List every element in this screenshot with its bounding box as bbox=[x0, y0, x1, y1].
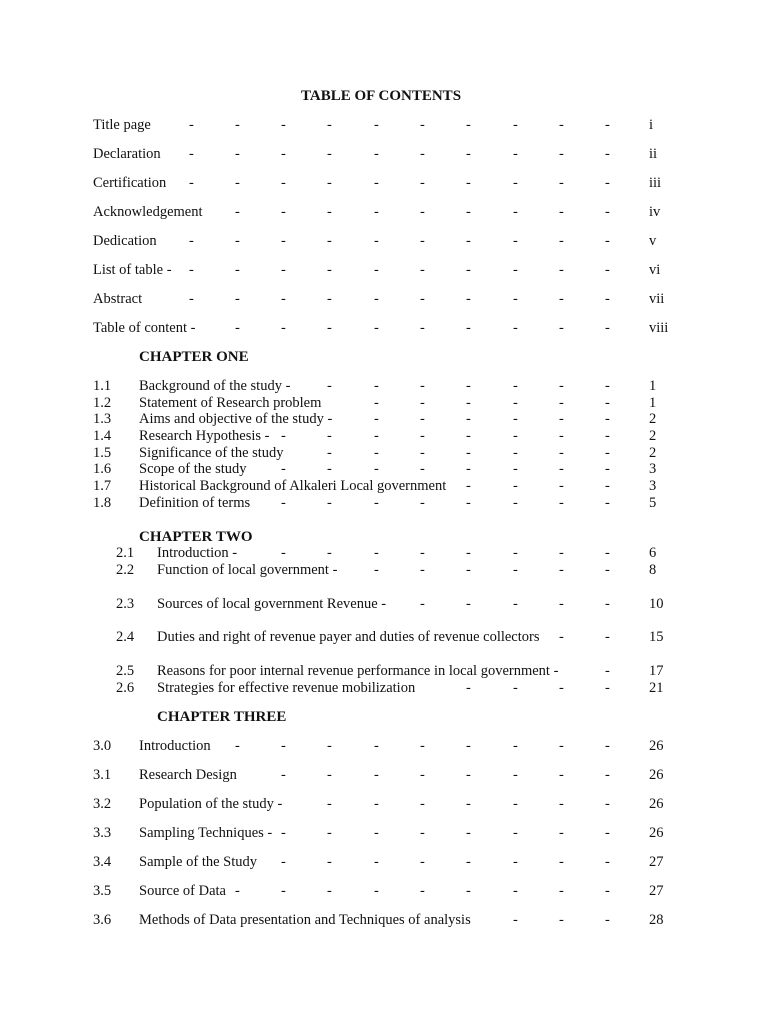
leader-dash: - bbox=[327, 204, 332, 220]
toc-label: Declaration bbox=[93, 146, 161, 162]
leader-dash: - bbox=[189, 146, 194, 162]
leader-dash: - bbox=[466, 854, 471, 870]
leader-dash: - bbox=[374, 445, 379, 461]
leader-dash: - bbox=[513, 378, 518, 394]
leader-dash: - bbox=[281, 291, 286, 307]
toc-page-number: 8 bbox=[649, 562, 657, 578]
leader-dash: - bbox=[466, 796, 471, 812]
leader-dash: - bbox=[605, 175, 610, 191]
toc-label: Abstract bbox=[93, 291, 143, 307]
leader-dash: - bbox=[605, 663, 610, 679]
leader-dash: - bbox=[327, 767, 332, 783]
leader-dash: - bbox=[559, 825, 564, 841]
toc-page-number: 3 bbox=[649, 461, 657, 477]
toc-label: Dedication bbox=[93, 233, 157, 249]
leader-dash: - bbox=[374, 378, 379, 394]
toc-label: Introduction bbox=[139, 738, 211, 754]
leader-dash: - bbox=[466, 738, 471, 754]
section-number: 2.3 bbox=[116, 596, 135, 612]
section-number: 1.3 bbox=[93, 411, 112, 427]
leader-dash: - bbox=[605, 320, 610, 336]
leader-dash: - bbox=[235, 146, 240, 162]
leader-dash: - bbox=[420, 320, 425, 336]
leader-dash: - bbox=[374, 204, 379, 220]
leader-dash: - bbox=[559, 175, 564, 191]
leader-dash: - bbox=[281, 262, 286, 278]
leader-dash: - bbox=[327, 320, 332, 336]
leader-dash: - bbox=[420, 233, 425, 249]
toc-page-number: 27 bbox=[649, 883, 664, 899]
section-number: 3.2 bbox=[93, 796, 112, 812]
leader-dash: - bbox=[605, 680, 610, 696]
toc-page-number: vii bbox=[649, 291, 665, 307]
toc-label: Function of local government - bbox=[157, 562, 338, 578]
leader-dash: - bbox=[420, 204, 425, 220]
leader-dash: - bbox=[420, 796, 425, 812]
leader-dash: - bbox=[605, 596, 610, 612]
leader-dash: - bbox=[420, 291, 425, 307]
leader-dash: - bbox=[466, 445, 471, 461]
leader-dash: - bbox=[374, 320, 379, 336]
leader-dash: - bbox=[466, 233, 471, 249]
section-number: 3.4 bbox=[93, 854, 112, 870]
leader-dash: - bbox=[235, 117, 240, 133]
leader-dash: - bbox=[605, 562, 610, 578]
leader-dash: - bbox=[513, 461, 518, 477]
leader-dash: - bbox=[281, 461, 286, 477]
leader-dash: - bbox=[281, 767, 286, 783]
toc-label: Strategies for effective revenue mobilization bbox=[157, 680, 416, 696]
toc-page-number: 26 bbox=[649, 767, 664, 783]
section-number: 3.1 bbox=[93, 767, 112, 783]
leader-dash: - bbox=[374, 411, 379, 427]
toc-page-number: 3 bbox=[649, 478, 657, 494]
section-number: 3.0 bbox=[93, 738, 112, 754]
leader-dash: - bbox=[605, 796, 610, 812]
leader-dash: - bbox=[327, 495, 332, 511]
toc-page-number: 2 bbox=[649, 445, 657, 461]
chapter-heading: CHAPTER TWO bbox=[139, 529, 253, 545]
leader-dash: - bbox=[420, 738, 425, 754]
leader-dash: - bbox=[327, 262, 332, 278]
leader-dash: - bbox=[559, 545, 564, 561]
leader-dash: - bbox=[559, 262, 564, 278]
leader-dash: - bbox=[281, 204, 286, 220]
leader-dash: - bbox=[559, 912, 564, 928]
leader-dash: - bbox=[513, 320, 518, 336]
toc-label: List of table - bbox=[93, 262, 172, 278]
section-number: 1.4 bbox=[93, 428, 112, 444]
toc-page-number: viii bbox=[649, 320, 669, 336]
leader-dash: - bbox=[466, 262, 471, 278]
leader-dash: - bbox=[420, 428, 425, 444]
leader-dash: - bbox=[281, 495, 286, 511]
toc-label: Population of the study - bbox=[139, 796, 283, 812]
leader-dash: - bbox=[559, 883, 564, 899]
leader-dash: - bbox=[559, 629, 564, 645]
leader-dash: - bbox=[374, 825, 379, 841]
leader-dash: - bbox=[374, 117, 379, 133]
leader-dash: - bbox=[327, 738, 332, 754]
section-number: 2.2 bbox=[116, 562, 135, 578]
toc-label: Duties and right of revenue payer and duties of revenue collectors bbox=[157, 629, 540, 645]
leader-dash: - bbox=[559, 445, 564, 461]
leader-dash: - bbox=[466, 495, 471, 511]
leader-dash: - bbox=[466, 680, 471, 696]
leader-dash: - bbox=[466, 378, 471, 394]
section-number: 1.1 bbox=[93, 378, 112, 394]
leader-dash: - bbox=[420, 117, 425, 133]
section-number: 1.5 bbox=[93, 445, 112, 461]
leader-dash: - bbox=[235, 291, 240, 307]
section-number: 1.7 bbox=[93, 478, 112, 494]
toc-label: Sampling Techniques - bbox=[139, 825, 273, 841]
leader-dash: - bbox=[327, 291, 332, 307]
leader-dash: - bbox=[559, 680, 564, 696]
leader-dash: - bbox=[420, 854, 425, 870]
leader-dash: - bbox=[235, 233, 240, 249]
leader-dash: - bbox=[374, 562, 379, 578]
page-title: TABLE OF CONTENTS bbox=[301, 88, 462, 104]
leader-dash: - bbox=[466, 478, 471, 494]
section-number: 1.8 bbox=[93, 495, 112, 511]
leader-dash: - bbox=[466, 545, 471, 561]
leader-dash: - bbox=[513, 883, 518, 899]
toc-page-number: 5 bbox=[649, 495, 657, 511]
toc-page-number: 26 bbox=[649, 796, 664, 812]
leader-dash: - bbox=[374, 545, 379, 561]
leader-dash: - bbox=[466, 291, 471, 307]
leader-dash: - bbox=[189, 291, 194, 307]
leader-dash: - bbox=[420, 596, 425, 612]
leader-dash: - bbox=[605, 395, 610, 411]
leader-dash: - bbox=[327, 883, 332, 899]
toc-page-number: vi bbox=[649, 262, 661, 278]
leader-dash: - bbox=[605, 117, 610, 133]
leader-dash: - bbox=[420, 767, 425, 783]
leader-dash: - bbox=[420, 545, 425, 561]
leader-dash: - bbox=[466, 461, 471, 477]
leader-dash: - bbox=[513, 204, 518, 220]
leader-dash: - bbox=[374, 738, 379, 754]
leader-dash: - bbox=[513, 233, 518, 249]
section-number: 2.1 bbox=[116, 545, 135, 561]
toc-label: Reasons for poor internal revenue performance in local government - bbox=[157, 663, 559, 679]
leader-dash: - bbox=[327, 825, 332, 841]
leader-dash: - bbox=[605, 629, 610, 645]
leader-dash: - bbox=[327, 428, 332, 444]
leader-dash: - bbox=[327, 854, 332, 870]
leader-dash: - bbox=[281, 320, 286, 336]
toc-label: Title page bbox=[93, 117, 151, 133]
leader-dash: - bbox=[281, 233, 286, 249]
leader-dash: - bbox=[281, 854, 286, 870]
leader-dash: - bbox=[466, 117, 471, 133]
leader-dash: - bbox=[559, 411, 564, 427]
leader-dash: - bbox=[374, 461, 379, 477]
leader-dash: - bbox=[420, 445, 425, 461]
leader-dash: - bbox=[235, 320, 240, 336]
leader-dash: - bbox=[605, 291, 610, 307]
toc-page-number: 2 bbox=[649, 428, 657, 444]
leader-dash: - bbox=[466, 883, 471, 899]
leader-dash: - bbox=[189, 233, 194, 249]
toc-page-number: 28 bbox=[649, 912, 664, 928]
leader-dash: - bbox=[559, 233, 564, 249]
leader-dash: - bbox=[559, 495, 564, 511]
leader-dash: - bbox=[605, 738, 610, 754]
leader-dash: - bbox=[374, 796, 379, 812]
leader-dash: - bbox=[605, 262, 610, 278]
leader-dash: - bbox=[466, 767, 471, 783]
leader-dash: - bbox=[605, 495, 610, 511]
leader-dash: - bbox=[420, 262, 425, 278]
leader-dash: - bbox=[513, 445, 518, 461]
leader-dash: - bbox=[374, 175, 379, 191]
toc-label: Certification bbox=[93, 175, 167, 191]
leader-dash: - bbox=[374, 395, 379, 411]
leader-dash: - bbox=[605, 146, 610, 162]
leader-dash: - bbox=[605, 478, 610, 494]
leader-dash: - bbox=[513, 738, 518, 754]
toc-page-number: i bbox=[649, 117, 654, 133]
leader-dash: - bbox=[605, 545, 610, 561]
section-number: 3.3 bbox=[93, 825, 112, 841]
leader-dash: - bbox=[281, 738, 286, 754]
section-number: 1.6 bbox=[93, 461, 112, 477]
leader-dash: - bbox=[374, 854, 379, 870]
section-number: 3.6 bbox=[93, 912, 112, 928]
leader-dash: - bbox=[374, 262, 379, 278]
leader-dash: - bbox=[327, 146, 332, 162]
leader-dash: - bbox=[327, 545, 332, 561]
leader-dash: - bbox=[281, 545, 286, 561]
toc-page-number: 6 bbox=[649, 545, 657, 561]
leader-dash: - bbox=[559, 738, 564, 754]
leader-dash: - bbox=[281, 825, 286, 841]
leader-dash: - bbox=[513, 395, 518, 411]
leader-dash: - bbox=[466, 825, 471, 841]
leader-dash: - bbox=[513, 596, 518, 612]
leader-dash: - bbox=[513, 562, 518, 578]
leader-dash: - bbox=[281, 117, 286, 133]
toc-page-number: v bbox=[649, 233, 657, 249]
leader-dash: - bbox=[281, 883, 286, 899]
toc-label: Table of content - bbox=[93, 320, 196, 336]
leader-dash: - bbox=[559, 854, 564, 870]
leader-dash: - bbox=[327, 461, 332, 477]
leader-dash: - bbox=[189, 117, 194, 133]
leader-dash: - bbox=[605, 445, 610, 461]
chapter-heading: CHAPTER THREE bbox=[157, 709, 287, 725]
toc-label: Scope of the study bbox=[139, 461, 247, 477]
leader-dash: - bbox=[374, 767, 379, 783]
leader-dash: - bbox=[605, 767, 610, 783]
toc-page-number: 1 bbox=[649, 378, 657, 394]
toc-page-number: iv bbox=[649, 204, 661, 220]
section-number: 2.4 bbox=[116, 629, 135, 645]
leader-dash: - bbox=[559, 378, 564, 394]
toc-page-number: 15 bbox=[649, 629, 664, 645]
toc-page-number: 27 bbox=[649, 854, 664, 870]
leader-dash: - bbox=[513, 854, 518, 870]
section-number: 2.6 bbox=[116, 680, 135, 696]
leader-dash: - bbox=[559, 117, 564, 133]
leader-dash: - bbox=[466, 320, 471, 336]
leader-dash: - bbox=[327, 378, 332, 394]
section-number: 3.5 bbox=[93, 883, 112, 899]
toc-label: Definition of terms bbox=[139, 495, 251, 511]
toc-page-number: 21 bbox=[649, 680, 664, 696]
leader-dash: - bbox=[374, 428, 379, 444]
leader-dash: - bbox=[559, 596, 564, 612]
leader-dash: - bbox=[235, 738, 240, 754]
toc-label: Introduction - bbox=[157, 545, 238, 561]
leader-dash: - bbox=[513, 411, 518, 427]
leader-dash: - bbox=[466, 395, 471, 411]
leader-dash: - bbox=[513, 825, 518, 841]
leader-dash: - bbox=[420, 461, 425, 477]
leader-dash: - bbox=[235, 883, 240, 899]
section-number: 1.2 bbox=[93, 395, 112, 411]
toc-label: Sample of the Study bbox=[139, 854, 258, 870]
toc-label: Research Hypothesis - bbox=[139, 428, 270, 444]
leader-dash: - bbox=[327, 233, 332, 249]
toc-label: Significance of the study bbox=[139, 445, 284, 461]
toc-page-number: 17 bbox=[649, 663, 664, 679]
leader-dash: - bbox=[605, 411, 610, 427]
leader-dash: - bbox=[466, 204, 471, 220]
leader-dash: - bbox=[559, 478, 564, 494]
leader-dash: - bbox=[513, 262, 518, 278]
toc-page-number: ii bbox=[649, 146, 658, 162]
leader-dash: - bbox=[513, 767, 518, 783]
toc-page-number: 10 bbox=[649, 596, 664, 612]
leader-dash: - bbox=[466, 562, 471, 578]
leader-dash: - bbox=[281, 146, 286, 162]
leader-dash: - bbox=[420, 378, 425, 394]
leader-dash: - bbox=[420, 395, 425, 411]
chapter-heading: CHAPTER ONE bbox=[139, 349, 249, 365]
leader-dash: - bbox=[513, 495, 518, 511]
leader-dash: - bbox=[327, 175, 332, 191]
leader-dash: - bbox=[513, 291, 518, 307]
leader-dash: - bbox=[559, 796, 564, 812]
leader-dash: - bbox=[513, 428, 518, 444]
leader-dash: - bbox=[513, 912, 518, 928]
section-number: 2.5 bbox=[116, 663, 135, 679]
leader-dash: - bbox=[466, 175, 471, 191]
leader-dash: - bbox=[189, 175, 194, 191]
leader-dash: - bbox=[374, 146, 379, 162]
leader-dash: - bbox=[605, 428, 610, 444]
leader-dash: - bbox=[281, 175, 286, 191]
leader-dash: - bbox=[235, 204, 240, 220]
leader-dash: - bbox=[420, 562, 425, 578]
leader-dash: - bbox=[513, 545, 518, 561]
leader-dash: - bbox=[559, 767, 564, 783]
leader-dash: - bbox=[559, 146, 564, 162]
leader-dash: - bbox=[513, 680, 518, 696]
leader-dash: - bbox=[466, 146, 471, 162]
leader-dash: - bbox=[559, 461, 564, 477]
leader-dash: - bbox=[559, 204, 564, 220]
leader-dash: - bbox=[559, 562, 564, 578]
leader-dash: - bbox=[374, 883, 379, 899]
leader-dash: - bbox=[420, 495, 425, 511]
leader-dash: - bbox=[420, 883, 425, 899]
leader-dash: - bbox=[605, 825, 610, 841]
leader-dash: - bbox=[281, 428, 286, 444]
leader-dash: - bbox=[605, 204, 610, 220]
leader-dash: - bbox=[605, 378, 610, 394]
toc-page-number: iii bbox=[649, 175, 662, 191]
toc-label: Statement of Research problem bbox=[139, 395, 322, 411]
leader-dash: - bbox=[327, 796, 332, 812]
leader-dash: - bbox=[420, 175, 425, 191]
leader-dash: - bbox=[327, 445, 332, 461]
leader-dash: - bbox=[559, 395, 564, 411]
toc-page-number: 2 bbox=[649, 411, 657, 427]
toc-label: Historical Background of Alkaleri Local government bbox=[139, 478, 447, 494]
toc-page-number: 1 bbox=[649, 395, 657, 411]
leader-dash: - bbox=[420, 411, 425, 427]
leader-dash: - bbox=[605, 912, 610, 928]
leader-dash: - bbox=[559, 291, 564, 307]
leader-dash: - bbox=[513, 478, 518, 494]
toc-label: Aims and objective of the study - bbox=[139, 411, 333, 427]
toc-label: Sources of local government Revenue - bbox=[157, 596, 387, 612]
leader-dash: - bbox=[374, 495, 379, 511]
leader-dash: - bbox=[420, 146, 425, 162]
toc-label: Background of the study - bbox=[139, 378, 291, 394]
toc-label: Methods of Data presentation and Techniques of analysis bbox=[139, 912, 471, 928]
toc-label: Source of Data bbox=[139, 883, 226, 899]
toc-page-number: 26 bbox=[649, 738, 664, 754]
leader-dash: - bbox=[559, 320, 564, 336]
leader-dash: - bbox=[420, 825, 425, 841]
leader-dash: - bbox=[513, 796, 518, 812]
leader-dash: - bbox=[466, 428, 471, 444]
leader-dash: - bbox=[605, 854, 610, 870]
leader-dash: - bbox=[559, 428, 564, 444]
leader-dash: - bbox=[466, 411, 471, 427]
leader-dash: - bbox=[327, 117, 332, 133]
leader-dash: - bbox=[189, 262, 194, 278]
leader-dash: - bbox=[374, 291, 379, 307]
leader-dash: - bbox=[605, 233, 610, 249]
leader-dash: - bbox=[513, 117, 518, 133]
toc-label: Acknowledgement bbox=[93, 204, 203, 220]
leader-dash: - bbox=[605, 461, 610, 477]
leader-dash: - bbox=[235, 175, 240, 191]
leader-dash: - bbox=[513, 175, 518, 191]
leader-dash: - bbox=[235, 262, 240, 278]
toc-page-number: 26 bbox=[649, 825, 664, 841]
toc-label: Research Design bbox=[139, 767, 237, 783]
leader-dash: - bbox=[605, 883, 610, 899]
leader-dash: - bbox=[374, 233, 379, 249]
leader-dash: - bbox=[466, 596, 471, 612]
leader-dash: - bbox=[513, 146, 518, 162]
